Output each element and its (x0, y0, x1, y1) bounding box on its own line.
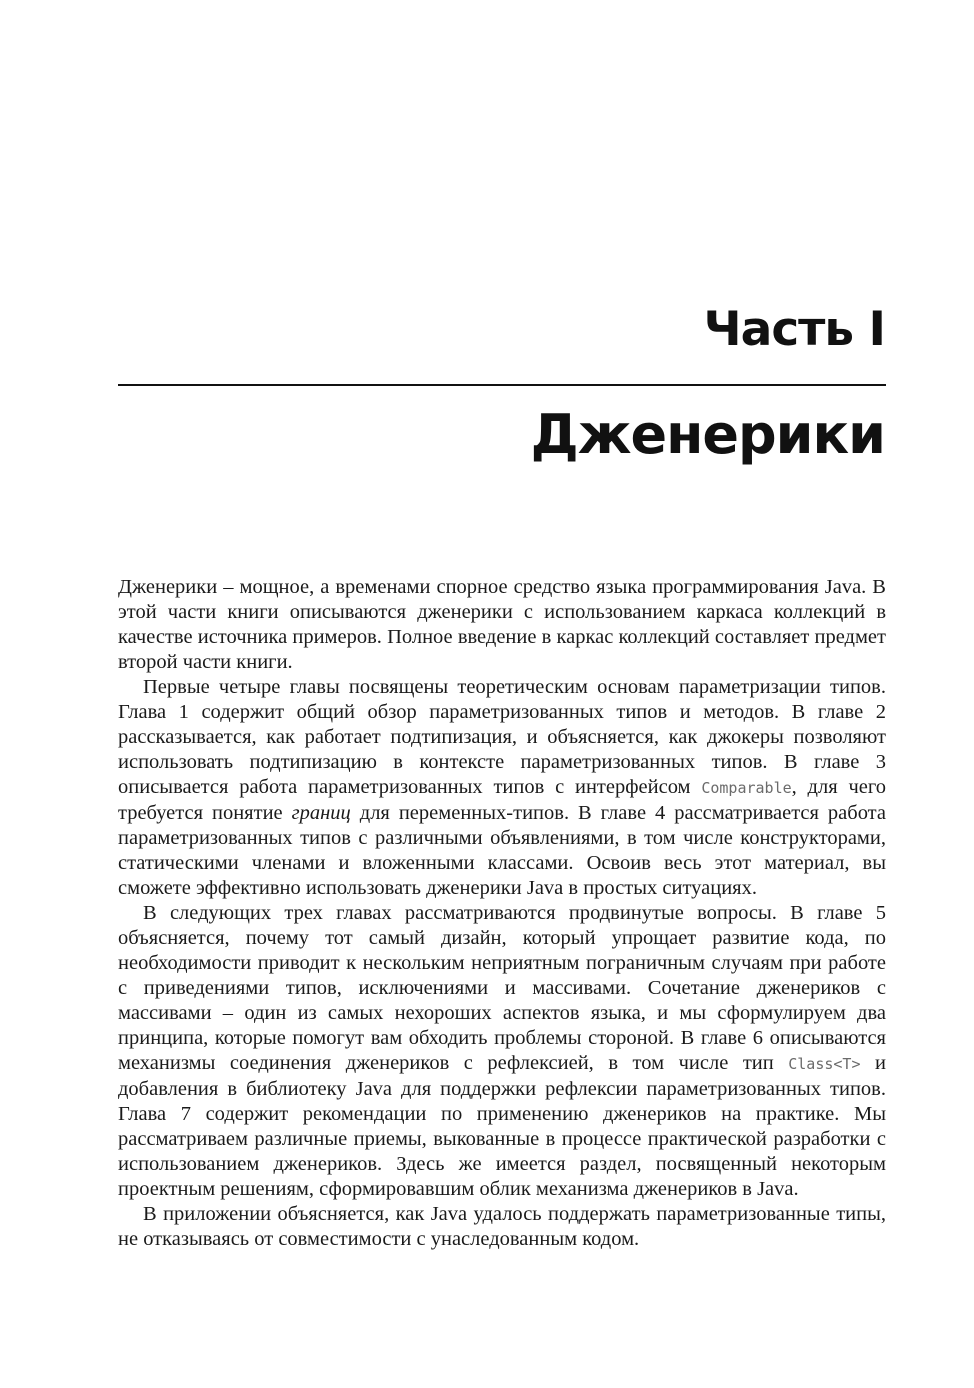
paragraph-appendix: В приложении объясняется, как Java удалось поддержать параметризованные типы, не отказываясь от совместимости с унаследованным кодом. (118, 1203, 886, 1250)
part-title: Дженерики (530, 403, 885, 466)
code-class-t: Class<T> (788, 1055, 861, 1073)
part-label: Часть I (703, 302, 885, 357)
paragraph-text: , для чего требуется понятие (118, 776, 886, 824)
paragraph-text: для переменных-типов. В главе 4 рассматривается работа параметризованных типов с различными объявлениями, в том числе конструкторами, статическими членами и вложенными классами. Освоив весь этот материал, вы сможете эффективно использовать дженерики Java в простых ситуациях. (118, 802, 886, 899)
code-comparable: Comparable (701, 779, 792, 797)
body-text (118, 575, 886, 1252)
paragraph-chapters-1-4 (118, 675, 886, 901)
paragraph-text: Первые четыре главы посвящены теоретическим основам параметризации типов. Глава 1 содержит общий обзор параметризованных типов и методов. В главе 2 рассказывается, как работает подтипизация, и объясняется, как джокеры позволяют использовать подтипизацию в контексте параметризованных типов. В главе 3 описывается работа параметризованных типов с интерфейсом (118, 676, 886, 798)
emphasis-bounds: границ (291, 802, 351, 824)
paragraph-text: и добавления в библиотеку Java для поддержки рефлексии параметризованных типов. Глава 7 содержит рекомендации по применению дженериков на практике. Мы рассматриваем различные приемы, выкованные в процессе практической разработки с использованием дженериков. Здесь же имеется раздел, посвященный некоторым проектным решениям, сформировавшим облик механизма дженериков в Java. (118, 1052, 886, 1200)
paragraph-text: В следующих трех главах рассматриваются продвинутые вопросы. В главе 5 объясняется, почему тот самый дизайн, который упрощает развитие кода, по необходимости приводит к нескольким неприятным пограничным случаям при работе с приведениями типов, исключениями и массивами. Сочетание дженериков с массивами – один из самых нехороших аспектов языка, и мы сформулируем два принципа, которые помогут вам обходить проблемы стороной. В главе 6 описываются механизмы соединения дженериков с рефлексией, в том числе тип (118, 902, 886, 1074)
title-divider (118, 384, 886, 386)
paragraph-chapters-5-7 (118, 901, 886, 1202)
paragraph-intro: Дженерики – мощное, а временами спорное средство языка программирования Java. В этой части книги описываются дженерики с использованием каркаса коллекций в качестве источника примеров. Полное введение в каркас коллекций составляет предмет второй части книги. (118, 576, 886, 673)
